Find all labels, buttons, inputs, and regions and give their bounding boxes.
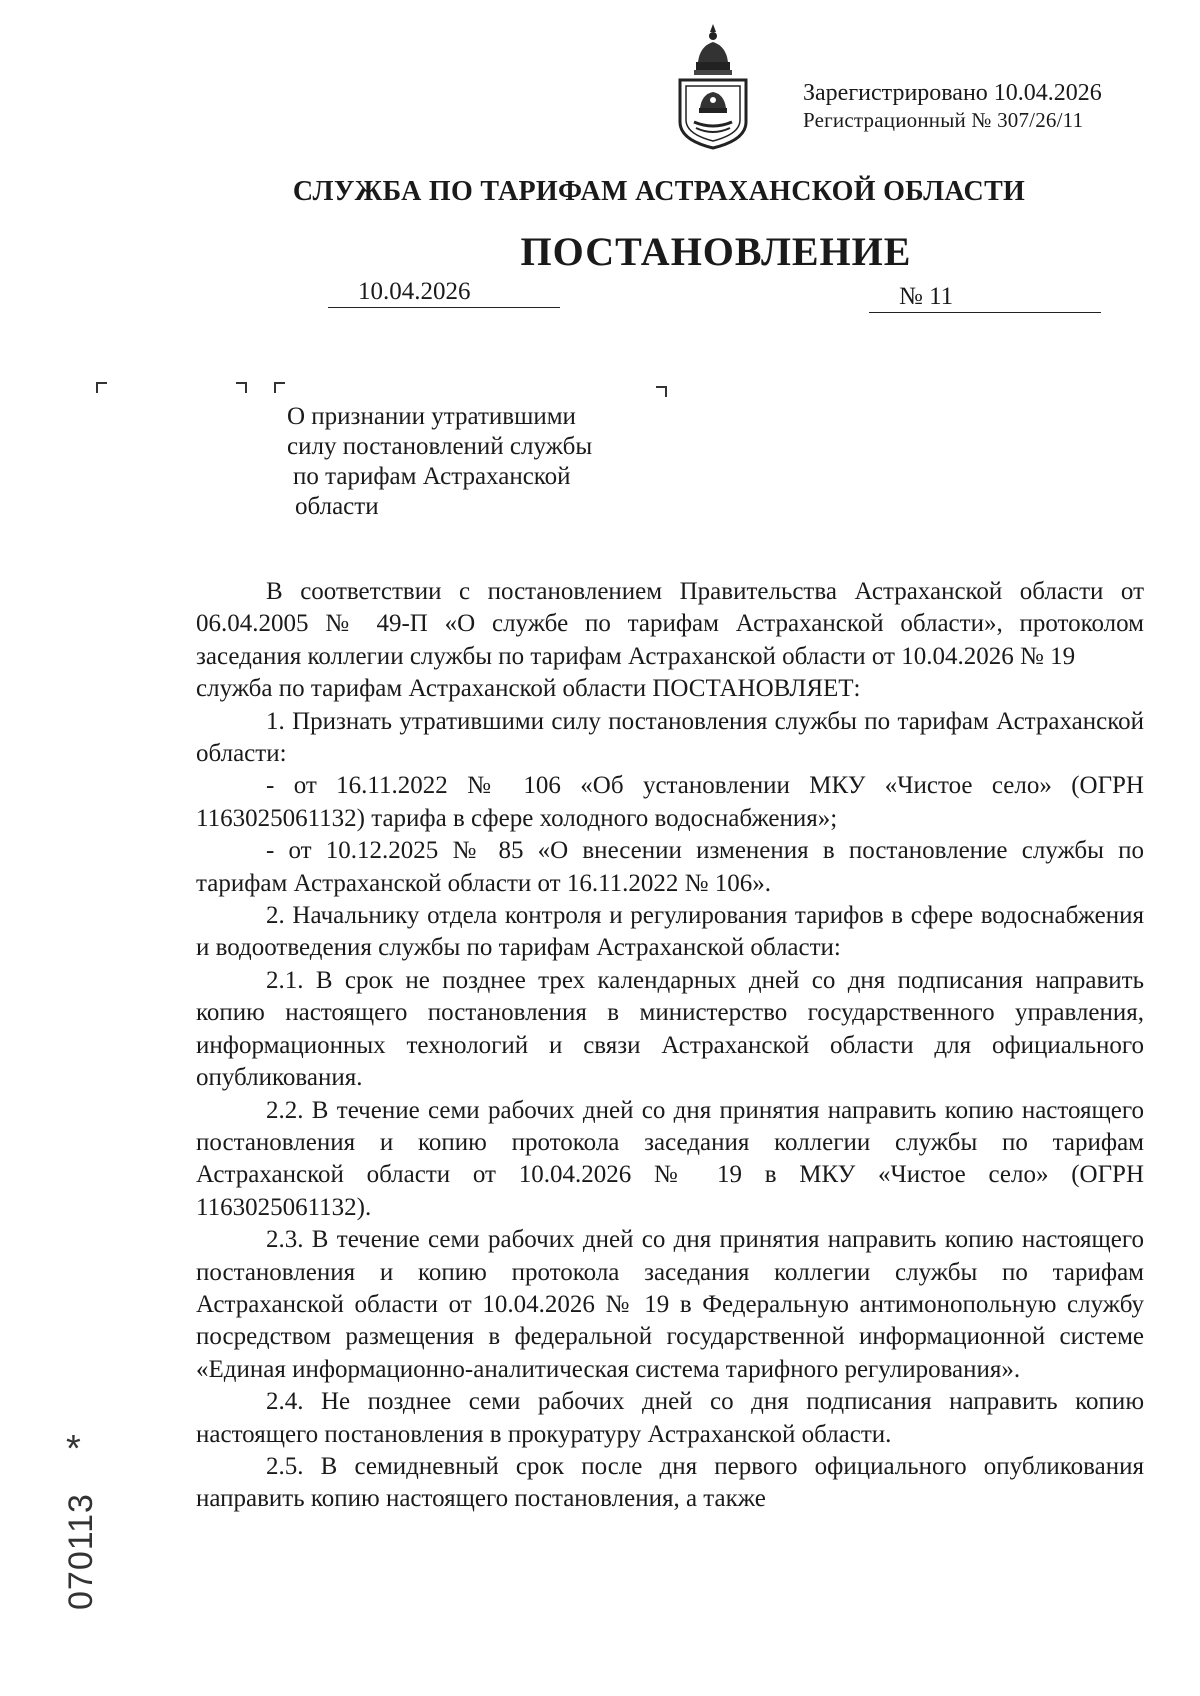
bracket-corner-mark <box>656 386 667 397</box>
registration-stamp <box>803 80 1102 132</box>
bracket-corner-mark <box>96 382 107 393</box>
clause-2-4: 2.4. Не позднее семи рабочих дней со дня подписания направить копию настоящего постановления в прокуратуру Астраханской области. <box>196 1388 1144 1448</box>
clause-2-1: 2.1. В срок не позднее трех календарных дней со дня подписания направить копию настоящего постановления в министерство государственного управления, информационных технологий и связи Астраханской области для официального опубликования. <box>196 966 1144 1092</box>
organization-title: СЛУЖБА ПО ТАРИФАМ АСТРАХАНСКОЙ ОБЛАСТИ <box>292 176 1026 207</box>
registration-number: Регистрационный № 307/26/11 <box>803 107 1084 132</box>
document-type-title: ПОСТАНОВЛЕНИЕ <box>520 229 912 274</box>
clause-2: 2. Начальнику отдела контроля и регулирования тарифов в сфере водоснабжения и водоотведения службы по тарифам Астраханской области: <box>196 902 1144 962</box>
document-body <box>196 576 1144 1516</box>
subject-line: по тарифам Астраханской <box>293 463 571 490</box>
preamble-paragraph: В соответствии с постановлением Правительства Астраханской области от 06.04.2005 № 49-П «О службе по тарифам Астраханской области», протоколом заседания коллегии службы по тарифам Астраханской области от 10.04.2026 № 19 <box>196 578 1144 670</box>
coat-of-arms-icon <box>672 22 754 152</box>
document-date-field <box>328 277 560 308</box>
document-date: 10.04.2026 <box>358 278 471 305</box>
registration-date: Зарегистрировано 10.04.2026 <box>803 80 1102 106</box>
subject-line: силу постановлений службы <box>287 433 593 460</box>
bracket-corner-mark <box>274 382 285 393</box>
clause-2-3: 2.3. В течение семи рабочих дней со дня принятия направить копию настоящего постановления и копию протокола заседания коллегии службы по тарифам Астраханской области от 10.04.2026 № 19 в Федеральную антимонопольную службу посредством размещения в федеральной государственной информационной системе «Единая информационно-аналитическая система тарифного регулирования». <box>196 1226 1144 1383</box>
document-subject <box>287 402 647 522</box>
margin-star-mark: * <box>66 1428 81 1470</box>
clause-1-item: - от 16.11.2022 № 106 «Об установлении МКУ «Чистое село» (ОГРН 1163025061132) тарифа в сфере холодного водоснабжения»; <box>196 772 1144 832</box>
subject-line: области <box>295 493 379 520</box>
document-number: № 11 <box>899 283 954 310</box>
bracket-corner-mark <box>236 382 247 393</box>
clause-2-5: 2.5. В семидневный срок после дня первого официального опубликования направить копию настоящего постановления, а также <box>196 1452 1144 1513</box>
clause-2-2: 2.2. В течение семи рабочих дней со дня принятия направить копию настоящего постановления и копию протокола заседания коллегии службы по тарифам Астраханской области от 10.04.2026 № 19 в МКУ «Чистое село» (ОГРН 1163025061132). <box>196 1096 1144 1221</box>
subject-line: О признании утратившими <box>287 403 576 430</box>
clause-1: 1. Признать утратившими силу постановления службы по тарифам Астраханской области: <box>196 707 1144 768</box>
resolution-paragraph: служба по тарифам Астраханской области ПОСТАНОВЛЯЕТ: <box>196 675 861 703</box>
margin-barcode-number: 070113 <box>62 1493 100 1610</box>
document-number-field <box>869 282 1101 313</box>
clause-1-item: - от 10.12.2025 № 85 «О внесении изменения в постановление службы по тарифам Астраханской области от 16.11.2022 № 106». <box>196 837 1144 897</box>
